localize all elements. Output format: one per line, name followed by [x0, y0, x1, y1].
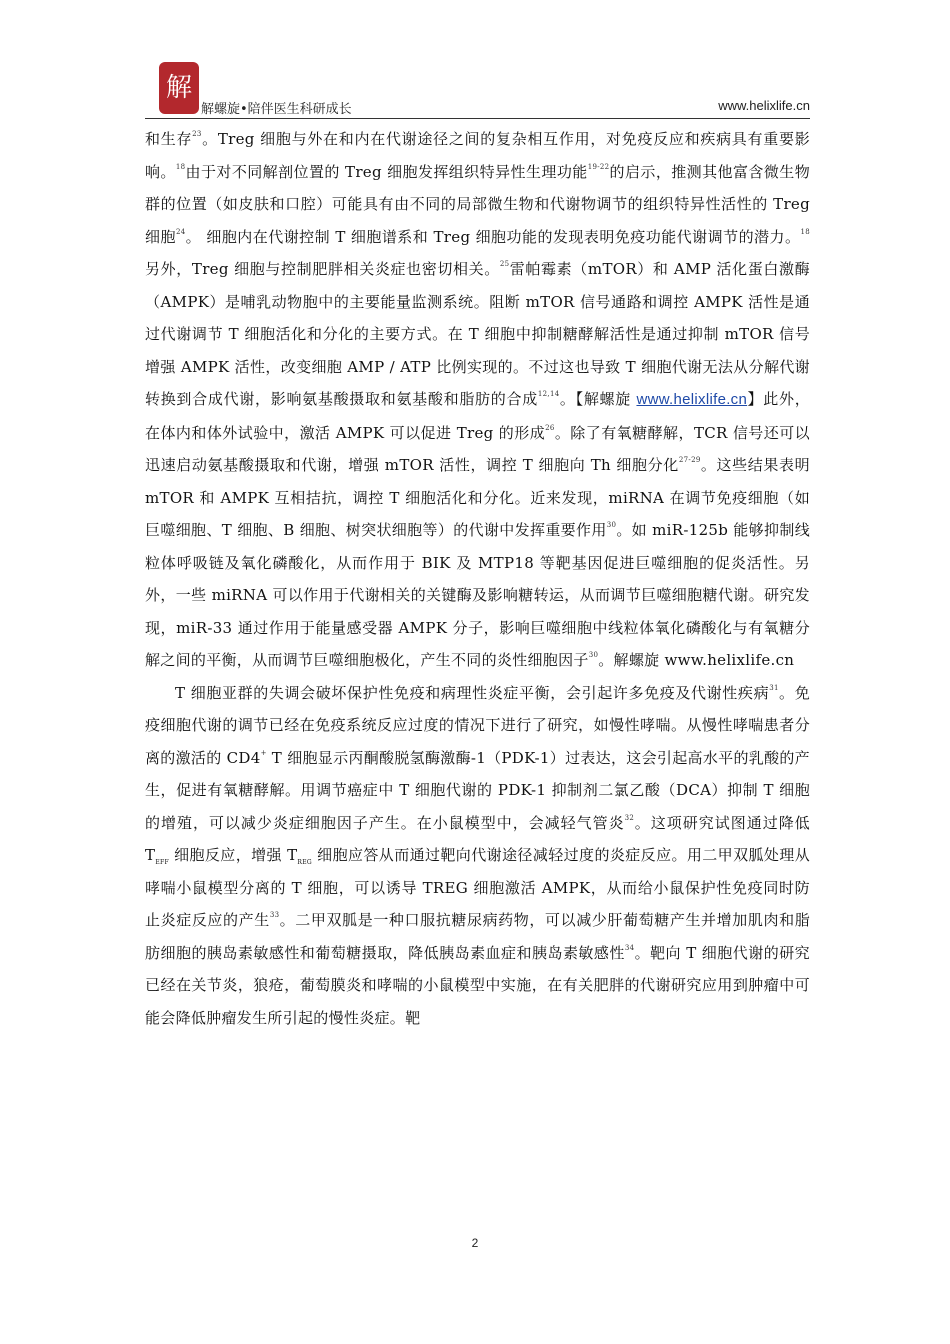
body-text — [145, 123, 810, 1034]
paragraph-2 — [145, 677, 810, 1035]
text-run: 。免疫细胞代谢的调节已经在免疫系统反应过度的情况下进行了研究，如慢性哮喘。从慢性哮喘患者分离的激活的 CD4 — [145, 683, 810, 767]
citation: 12,14 — [537, 390, 560, 398]
text-run: 】此外，在体内和体外试验中，激活 AMPK 可以促进 Treg 的形成 — [145, 390, 810, 442]
citation: 30 — [606, 521, 617, 529]
superscript-plus: + — [260, 748, 267, 757]
citation: 18 — [175, 162, 186, 171]
subscript-eff: EFF — [155, 859, 169, 866]
text-run: 和生存 — [145, 130, 193, 148]
text-run: 。靶向 T 细胞代谢的研究已经在关节炎，狼疮，葡萄膜炎和哮喘的小鼠模型中实施，在有关肥胖的代谢研究应用到肿瘤中可能会降低肿瘤发生所引起的慢性炎症。靶 — [145, 943, 810, 1027]
citation: 27-29 — [678, 456, 701, 464]
text-run: 的启示，推测其他富含微生物群的位置（如皮肤和口腔）可能具有由不同的局部微生物和代谢物调节的组织特异性活性的 Treg 细胞 — [145, 162, 810, 246]
text-run: T 细胞亚群的失调会破坏保护性免疫和病理性炎症平衡，会引起许多免疫及代谢性疾病 — [175, 683, 770, 702]
header-slogan: 解螺旋•陪伴医生科研成长 — [201, 102, 352, 117]
subscript-reg: REG — [297, 859, 312, 866]
text-run: 。Treg 细胞与外在和内在代谢途径之间的复杂相互作用，对免疫反应和疾病具有重要影响。 — [145, 130, 810, 181]
text-run: 。【解螺旋 — [559, 390, 637, 408]
text-run: 。 细胞内在代谢控制 T 细胞谱系和 Treg 细胞功能的发现表明免疫功能代谢调节的潜力。 — [185, 227, 801, 246]
header-url[interactable]: www.helixlife.cn — [718, 98, 810, 113]
text-run: 。这项研究试图通过降低 T — [145, 813, 810, 864]
text-run: 。除了有氧糖酵解，TCR 信号还可以迅速启动氨基酸摄取和代谢，增强 mTOR 活性，调控 T 细胞向 Th 细胞分化 — [145, 423, 810, 474]
page-header — [145, 58, 810, 118]
header-divider — [145, 118, 810, 119]
text-run: 。二甲双胍是一种口服抗糖尿病药物，可以减少肝葡萄糖产生并增加肌肉和脂肪细胞的胰岛素敏感性和葡萄糖摄取，降低胰岛素血症和胰岛素敏感性 — [145, 911, 810, 962]
citation: 32 — [624, 813, 635, 822]
text-run: 雷帕霉素（mTOR）和 AMP 活化蛋白激酶（AMPK）是哺乳动物胞中的主要能量监测系统。阻断 mTOR 信号通路和调控 AMPK 活性是通过代谢调节 T 细胞活化和分化的主要方式。在 T 细胞中抑制糖酵解活性是通过抑制 mTOR 信号增强 AMPK 活性，改变细胞 AMP / ATP 比例实现的。不过这也导致 T 细胞代谢无法从分解代谢转换到合成代谢，影响氨基酸摄取和氨基酸和脂肪的合成 — [145, 260, 810, 408]
text-run: 另外，Treg 细胞与控制肥胖相关炎症也密切相关。 — [145, 260, 500, 278]
text-run: T 细胞显示丙酮酸脱氢酶激酶-1（PDK-1）过表达，这会引起高水平的乳酸的产生，促进有氧糖酵解。用调节癌症中 T 细胞代谢的 PDK-1 抑制剂二氯乙酸（DCA）抑制 T 细胞的增殖，可以减少炎症细胞因子产生。在小鼠模型中，会减轻气管炎 — [145, 748, 810, 832]
text-run: 细胞反应，增强 T — [168, 846, 298, 864]
citation: 25 — [499, 260, 510, 268]
citation: 19-22 — [587, 162, 610, 171]
citation: 31 — [769, 683, 779, 692]
citation: 34 — [624, 943, 635, 952]
text-run: 。这些结果表明 mTOR 和 AMPK 互相拮抗，调控 T 细胞活化和分化。近来发现，miRNA 在调节免疫细胞（如巨噬细胞、T 细胞、B 细胞、树突状细胞等）的代谢中发挥重要作用 — [145, 456, 810, 539]
helixlife-logo: 解 — [159, 62, 199, 114]
text-run: 。解螺旋 www.helixlife.cn — [598, 651, 795, 669]
citation: 23 — [192, 130, 202, 138]
text-run: 细胞应答从而通过靶向代谢途径减轻过度的炎症反应。用二甲双胍处理从哮喘小鼠模型分离的 T 细胞，可以诱导 TREG 细胞激活 AMPK，从而给小鼠保护性免疫同时防止炎症反应的产生 — [145, 846, 811, 929]
citation: 26 — [545, 423, 555, 432]
citation: 18 — [800, 227, 810, 236]
citation: 24 — [175, 227, 186, 236]
text-run: 。如 miR-125b 能够抑制线粒体呼吸链及氧化磷酸化，从而作用于 BIK 及 MTP18 等靶基因促进巨噬细胞的促炎活性。另外，一些 miRNA 可以作用于代谢相关的关键酶及影响糖转运，从而调节巨噬细胞糖代谢。研究发现，miR-33 通过作用于能量感受器 AMPK 分子，影响巨噬细胞中线粒体氧化磷酸化与有氧糖分解之间的平衡，从而调节巨噬细胞极化，产生不同的炎性细胞因子 — [145, 521, 810, 669]
text-run: 由于对不同解剖位置的 Treg 细胞发挥组织特异性生理功能 — [185, 162, 588, 181]
citation: 30 — [588, 651, 599, 659]
citation: 33 — [269, 911, 280, 919]
helixlife-link[interactable]: www.helixlife.cn — [636, 391, 748, 408]
page-number: 2 — [471, 1236, 479, 1250]
paragraph-1 — [145, 123, 810, 677]
